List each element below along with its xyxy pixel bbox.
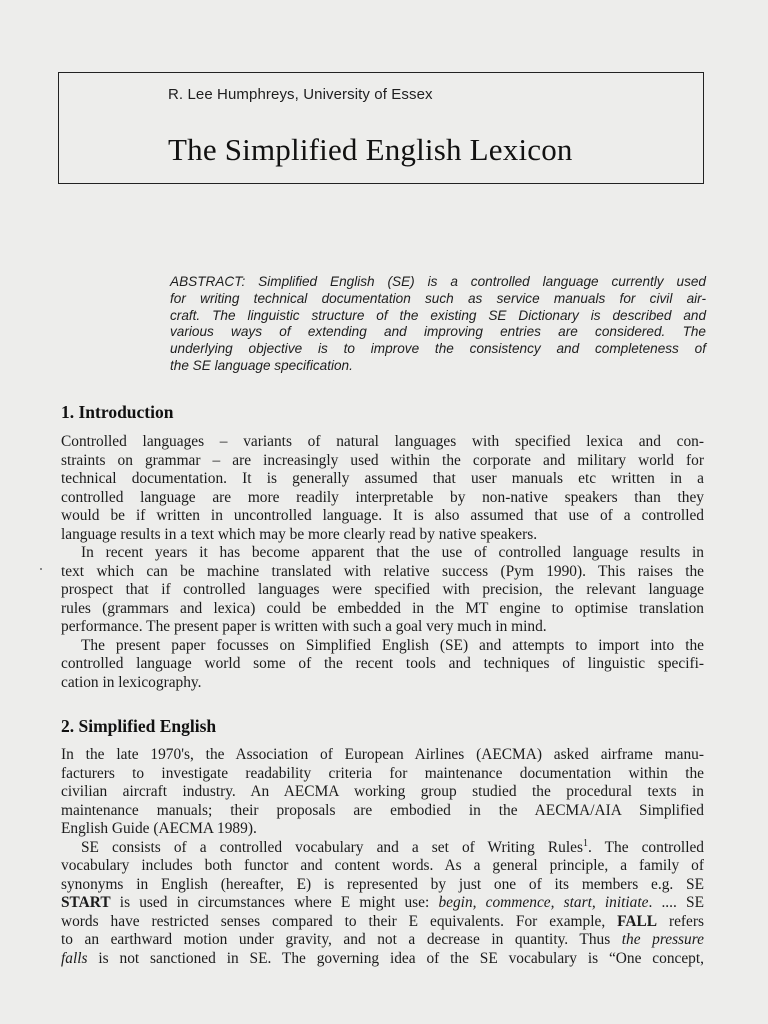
- paper-title: The Simplified English Lexicon: [168, 132, 573, 167]
- paragraph: [61, 746, 704, 839]
- text-line: The present paper focusses on Simplified English (SE) and attempts to import into the: [81, 636, 704, 654]
- footnote-marker: 1: [582, 837, 588, 849]
- text-line: straints on grammar – are increasingly used within the corporate and military world for: [61, 451, 704, 469]
- se-term: FALL: [617, 912, 658, 930]
- text-run: words have restricted senses compared to their E equivalents. For example,: [61, 912, 618, 930]
- text-line: text which can be machine translated with relative success (Pym 1990). This raises the: [61, 562, 704, 580]
- text-run-italic: falls: [61, 949, 88, 967]
- paragraph: [61, 433, 704, 544]
- text-line: [61, 894, 704, 913]
- text-run-italic: the pressure: [621, 931, 704, 948]
- se-term: START: [61, 894, 111, 911]
- paragraph: [61, 839, 704, 969]
- text-line: controlled language world some of the recent tools and techniques of linguistic specifi-: [61, 655, 704, 672]
- text-line: would be if written in uncontrolled language. It is also assumed that use of a controlled: [61, 507, 704, 524]
- paragraph: [61, 637, 704, 693]
- introduction-body: [61, 433, 704, 692]
- text-line: rules (grammars and lexica) could be embedded in the MT engine to optimise translation: [61, 599, 704, 617]
- text-line: In recent years it has become apparent that the use of controlled language results in: [81, 544, 704, 561]
- text-line: civilian aircraft industry. An AECMA working group studied the procedural texts in: [61, 783, 704, 800]
- abstract-line: ABSTRACT: Simplified English (SE) is a controlled language currently used: [170, 274, 706, 289]
- text-line: performance. The present paper is written with such a goal very much in mind.: [61, 618, 547, 635]
- text-line: prospect that if controlled languages were specified with precision, the relevant language: [61, 581, 704, 598]
- abstract-line: craft. The linguistic structure of the existing SE Dictionary is described and: [170, 307, 706, 323]
- abstract-line: the SE language specification.: [170, 357, 353, 373]
- text-line: technical documentation. It is generally assumed that user manuals etc written in a: [61, 470, 704, 487]
- text-run: is not sanctioned in SE. The governing idea of the SE vocabulary is “One concept,: [87, 949, 704, 967]
- section-heading-simplified-english: 2. Simplified English: [61, 716, 217, 736]
- text-run: to an earthward motion under gravity, and not a decrease in quantity. Thus: [61, 931, 622, 948]
- text-line: Controlled languages – variants of natural languages with specified lexica and con-: [61, 433, 704, 450]
- abstract-line: underlying objective is to improve the consistency and completeness of: [170, 341, 706, 357]
- text-line: [61, 839, 704, 858]
- section-heading-introduction: 1. Introduction: [61, 402, 174, 422]
- text-line: [61, 950, 704, 969]
- text-run: is used in circumstances where E might use:: [110, 894, 439, 911]
- text-line: facturers to investigate readability criteria for maintenance documentation within the: [61, 764, 704, 782]
- text-run: refers: [657, 912, 704, 930]
- text-line: synonyms in English (hereafter, E) is represented by just one of its members e.g. SE: [61, 875, 704, 893]
- paragraph: [61, 544, 704, 637]
- text-line: vocabulary includes both functor and content words. As a general principle, a family of: [61, 857, 704, 874]
- text-run: . The controlled: [587, 838, 704, 856]
- scan-speck: [40, 568, 42, 570]
- text-line: English Guide (AECMA 1989).: [61, 820, 257, 837]
- text-line: cation in lexicography.: [61, 673, 202, 691]
- text-run: . .... SE: [648, 894, 704, 911]
- text-line: [61, 931, 704, 950]
- text-line: maintenance manuals; their proposals are embodied in the AECMA/AIA Simplified: [61, 801, 704, 819]
- text-line: controlled language are more readily interpretable by non-native speakers than they: [61, 488, 704, 506]
- abstract-line: for writing technical documentation such as service manuals for civil air-: [170, 290, 706, 306]
- abstract-line: various ways of extending and improving entries are considered. The: [170, 324, 706, 340]
- simplified-english-body: [61, 746, 704, 968]
- text-line: In the late 1970's, the Association of European Airlines (AECMA) asked airframe manu-: [61, 746, 704, 763]
- text-line: [61, 913, 704, 932]
- author-line: R. Lee Humphreys, University of Essex: [168, 86, 433, 103]
- text-line: language results in a text which may be more clearly read by native speakers.: [61, 525, 538, 543]
- text-run: SE consists of a controlled vocabulary and a set of Writing Rules: [81, 838, 583, 856]
- text-run-italic: begin, commence, start, initiate: [438, 894, 649, 911]
- abstract: [170, 274, 706, 375]
